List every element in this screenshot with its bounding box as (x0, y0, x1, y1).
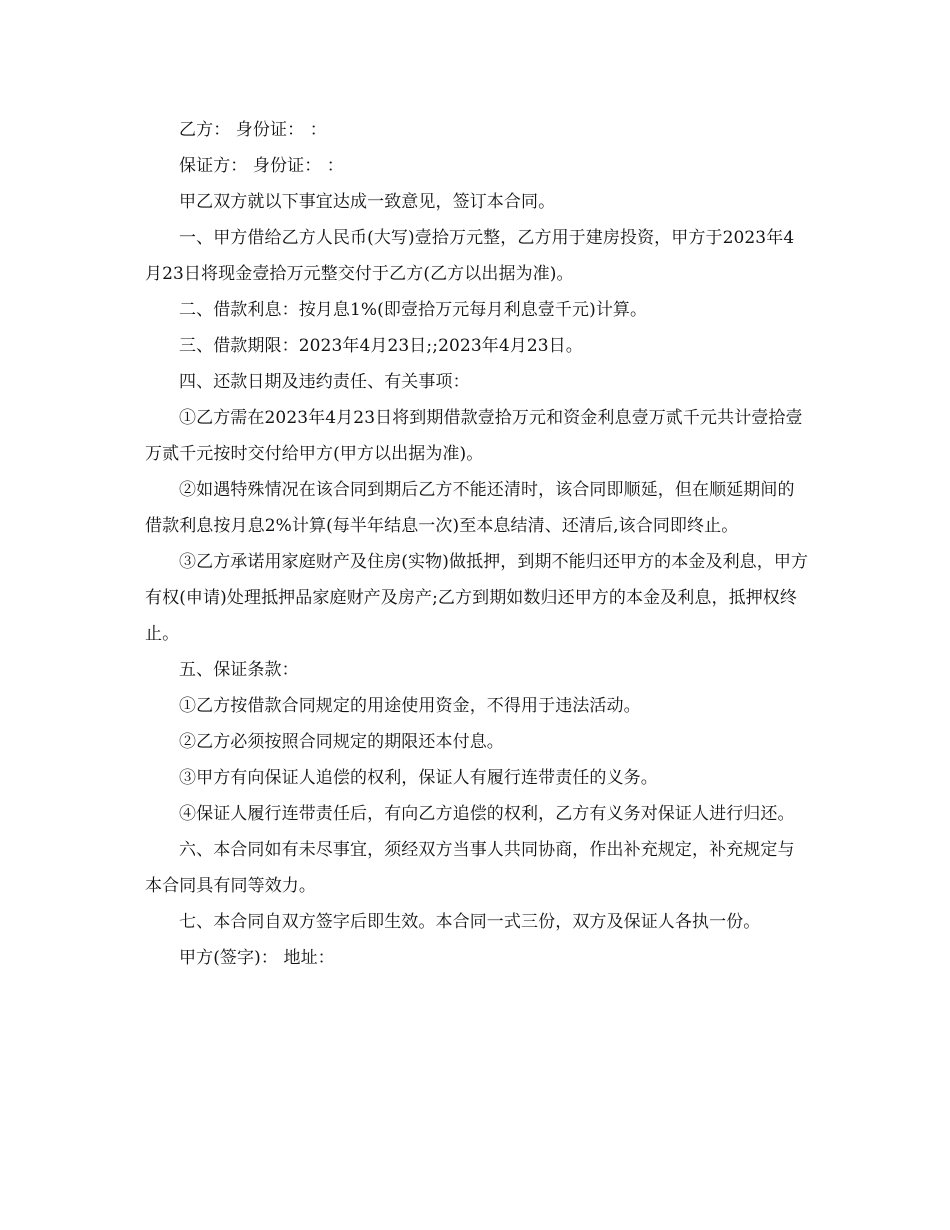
agreement-intro: 甲乙双方就以下事宜达成一致意见，签订本合同。 (179, 192, 556, 212)
clause-5-item-2: ②乙方必须按照合同规定的期限还本付息。 (179, 732, 504, 752)
clause-7: 七、本合同自双方签字后即生效。本合同一式三份，双方及保证人各执一份。 (179, 912, 761, 932)
clause-1-loan: 一、甲方借给乙方人民币(大写)壹拾万元整，乙方用于建房投资，甲方于2023年4月23日将现金壹拾万元整交付于乙方(乙方以出据为准)。 (145, 228, 795, 284)
clause-3-term: 三、借款期限：2023年4月23日;;2023年4月23日。 (179, 336, 583, 356)
clause-4-item-3: ③乙方承诺用家庭财产及住房(实物)做抵押，到期不能归还甲方的本金及利息，甲方有权(申请)处理抵押品家庭财产及房产;乙方到期如数归还甲方的本金及利息，抵押权终止。 (145, 552, 809, 644)
clause-5-item-4: ④保证人履行连带责任后，有向乙方追偿的权利，乙方有义务对保证人进行归还。 (179, 804, 795, 824)
guarantor-line: 保证方： 身份证： ： (179, 156, 344, 176)
clause-4-item-2: ②如遇特殊情况在该合同到期后乙方不能还清时，该合同即顺延，但在顺延期间的借款利息按月息2%计算(每半年结息一次)至本息结清、还清后,该合同即终止。 (145, 480, 795, 536)
clause-2-interest: 二、借款利息：按月息1%(即壹拾万元每月利息壹千元)计算。 (179, 300, 648, 320)
clause-5-heading: 五、保证条款： (179, 660, 299, 680)
clause-5-item-3: ③甲方有向保证人追偿的权利，保证人有履行连带责任的义务。 (179, 768, 658, 788)
party-a-signature-line: 甲方(签字)： 地址： (179, 948, 335, 968)
party-b-line: 乙方： 身份证： ： (179, 120, 327, 140)
contract-body (145, 112, 810, 976)
clause-6: 六、本合同如有未尽事宜，须经双方当事人共同协商，作出补充规定，补充规定与本合同具有同等效力。 (145, 840, 795, 896)
clause-4-heading: 四、还款日期及违约责任、有关事项： (179, 372, 470, 392)
clause-5-item-1: ①乙方按借款合同规定的用途使用资金，不得用于违法活动。 (179, 696, 641, 716)
clause-4-item-1: ①乙方需在2023年4月23日将到期借款壹拾万元和资金利息壹万贰千元共计壹拾壹万贰千元按时交付给甲方(甲方以出据为准)。 (145, 408, 803, 464)
